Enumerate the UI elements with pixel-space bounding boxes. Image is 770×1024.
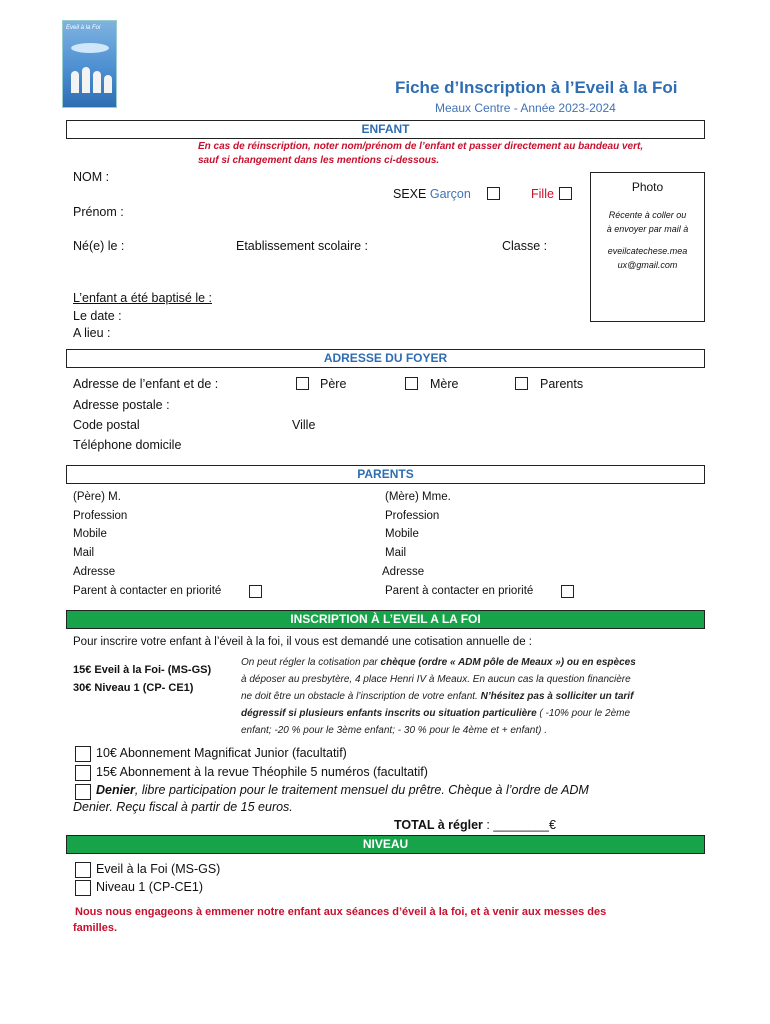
- reinscription-note-1: En cas de réinscription, noter nom/prénom de l’enfant et passer directement au bandeau vert,: [198, 141, 644, 152]
- niveau-1-label: Niveau 1 (CP-CE1): [96, 880, 203, 894]
- niveau-1-checkbox[interactable]: [75, 880, 91, 896]
- band-parents: PARENTS: [66, 465, 705, 484]
- paiement-line-3: ne doit être un obstacle à l’inscription de votre enfant. N’hésitez pas à solliciter un tarif: [241, 691, 634, 702]
- sexe-label: SEXE: [393, 187, 427, 201]
- adresse-postale-label: Adresse postale :: [73, 398, 170, 412]
- ville-label: Ville: [292, 418, 316, 432]
- paiement-line-1: On peut régler la cotisation par chèque (ordre « ADM pôle de Meaux ») ou en espèces: [241, 657, 636, 668]
- cotisation-intro: Pour inscrire votre enfant à l’éveil à la foi, il vous est demandé une cotisation annuelle de :: [73, 636, 532, 648]
- niveau-eveil-checkbox[interactable]: [75, 862, 91, 878]
- photo-box: [590, 172, 705, 322]
- engagement-line-1: Nous nous engageons à emmener notre enfant aux séances d’éveil à la foi, et à venir aux messes des: [75, 906, 607, 918]
- band-enfant: ENFANT: [66, 120, 705, 139]
- parents-label: Parents: [540, 377, 584, 391]
- denier-line-2: Denier. Reçu fiscal à partir de 15 euros.: [73, 800, 293, 814]
- mere-profession-label: Profession: [385, 510, 440, 522]
- mere-adresse-label: Adresse: [382, 566, 425, 578]
- pere-mobile-label: Mobile: [73, 528, 107, 540]
- pere-checkbox[interactable]: [296, 377, 309, 390]
- magnificat-checkbox[interactable]: [75, 746, 91, 762]
- paiement-line-5: enfant; -20 % pour le 3ème enfant; - 30 % pour le 4ème et + enfant) .: [241, 725, 548, 736]
- total-field[interactable]: [394, 818, 556, 832]
- bapteme-date-label: Le date :: [73, 309, 122, 323]
- pere-profession-label: Profession: [73, 510, 128, 522]
- mere-label: Mère: [430, 377, 459, 391]
- classe-label: Classe :: [502, 239, 548, 253]
- bapteme-heading: L’enfant a été baptisé le :: [73, 291, 212, 305]
- tarif-eveil: 15€ Eveil à la Foi- (MS-GS): [73, 664, 212, 676]
- telephone-label: Téléphone domicile: [73, 438, 182, 452]
- adresse-de-label: Adresse de l’enfant et de :: [73, 377, 219, 391]
- nom-label: NOM :: [73, 170, 110, 184]
- fille-checkbox[interactable]: [559, 187, 572, 200]
- garcon-checkbox[interactable]: [487, 187, 500, 200]
- niveau-eveil-label: Eveil à la Foi (MS-GS): [96, 862, 221, 876]
- etablissement-label: Etablissement scolaire :: [236, 239, 369, 253]
- parents-checkbox[interactable]: [515, 377, 528, 390]
- logo-text: Eveil à la Foi: [66, 25, 101, 31]
- pere-label: Père: [320, 377, 347, 391]
- mere-priorite-label: Parent à contacter en priorité: [385, 585, 534, 597]
- mere-nom-label: (Mère) Mme.: [385, 491, 451, 503]
- band-niveau: NIVEAU: [66, 835, 705, 854]
- photo-title: Photo: [631, 180, 664, 194]
- theophile-checkbox[interactable]: [75, 765, 91, 781]
- paiement-line-2: à déposer au presbytère, 4 place Henri IV à Meaux. En aucun cas la question financière: [241, 674, 631, 685]
- bapteme-lieu-label: A lieu :: [73, 326, 111, 340]
- naissance-label: Né(e) le :: [73, 239, 125, 253]
- photo-mail-2: ux@gmail.com: [617, 260, 678, 270]
- mere-mail-label: Mail: [385, 547, 407, 559]
- pere-mail-label: Mail: [73, 547, 95, 559]
- page-subtitle: Meaux Centre - Année 2023-2024: [435, 101, 616, 115]
- paiement-line-4: dégressif si plusieurs enfants inscrits ou situation particulière ( -10% pour le 2ème: [241, 708, 631, 719]
- fille-label: Fille: [531, 187, 554, 201]
- tarif-niveau1: 30€ Niveau 1 (CP- CE1): [73, 682, 194, 694]
- prenom-label: Prénom :: [73, 205, 124, 219]
- photo-mail-1: eveilcatechese.mea: [607, 246, 688, 256]
- garcon-label: Garçon: [429, 187, 471, 201]
- pere-adresse-label: Adresse: [73, 566, 116, 578]
- total-label: TOTAL à régler: [394, 818, 483, 832]
- denier-checkbox[interactable]: [75, 784, 91, 800]
- pere-priorite-label: Parent à contacter en priorité: [73, 585, 222, 597]
- theophile-label: 15€ Abonnement à la revue Théophile 5 numéros (facultatif): [96, 765, 428, 779]
- denier-line-1: Denier, libre participation pour le traitement mensuel du prêtre. Chèque à l’ordre de ADM: [96, 783, 589, 797]
- engagement-line-2: familles.: [73, 922, 118, 934]
- total-value: : ________€: [486, 818, 556, 832]
- photo-instruction-2: à envoyer par mail à: [606, 224, 689, 234]
- magnificat-label: 10€ Abonnement Magnificat Junior (facultatif): [96, 746, 347, 760]
- code-postal-label: Code postal: [73, 418, 140, 432]
- pere-priorite-checkbox[interactable]: [249, 585, 262, 598]
- band-adresse-foyer: ADRESSE DU FOYER: [66, 349, 705, 368]
- pere-nom-label: (Père) M.: [73, 491, 121, 503]
- mere-priorite-checkbox[interactable]: [561, 585, 574, 598]
- mere-mobile-label: Mobile: [385, 528, 419, 540]
- page-title: Fiche d’Inscription à l’Eveil à la Foi: [395, 78, 678, 97]
- eveil-logo: [62, 20, 117, 108]
- mere-checkbox[interactable]: [405, 377, 418, 390]
- photo-instruction-1: Récente à coller ou: [608, 210, 687, 220]
- reinscription-note-2: sauf si changement dans les mentions ci-dessous.: [198, 155, 440, 166]
- band-inscription: INSCRIPTION À L’EVEIL A LA FOI: [66, 610, 705, 629]
- sexe-field: [393, 187, 471, 201]
